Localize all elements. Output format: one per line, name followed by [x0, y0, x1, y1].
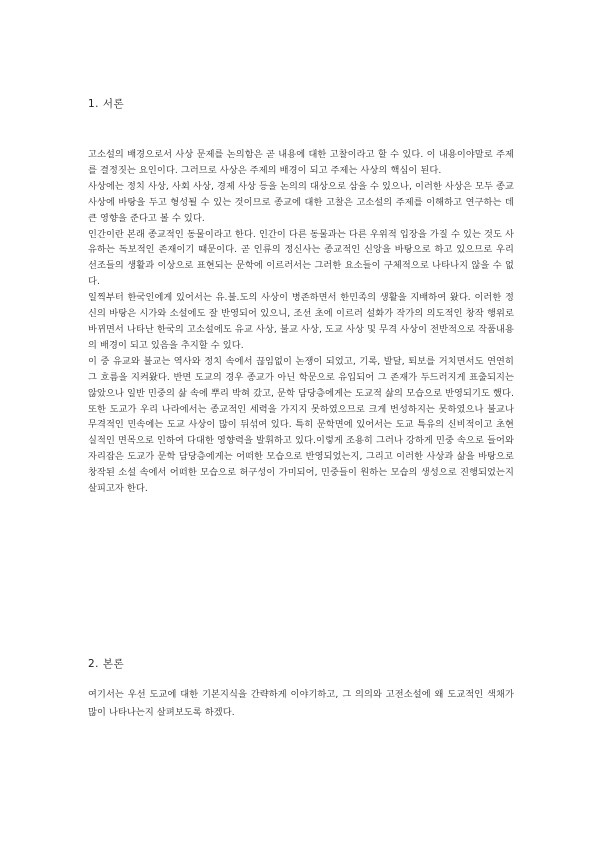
paragraph: 사상에는 정치 사상, 사회 사상, 경제 사상 등을 논의의 대상으로 삼을 수 있으나, 이러한 사상은 모두 종교 사상에 바탕을 두고 형성될 수 있는 것이므로 종교에 대한 고찰은 고소설의 주제를 이해하고 연구하는 데 큰 영향을 준다고 볼 수 있다.	[88, 180, 514, 224]
section-heading-introduction: 1. 서론	[88, 98, 125, 110]
paragraph: 이 중 유교와 불교는 역사와 정치 속에서 끊임없이 논쟁이 되었고, 기록, 발달, 퇴보를 거치면서도 연연히 그 흐름을 지켜왔다. 반면 도교의 경우 종교가 아닌 학문으로 유입되어 그 존재가 두드러지게 표출되지는 않았으나 일반 민중의 삶 속에 뿌리 박혀 갔고, 문학 담당층에게는 도교적 삶의 모습으로 반영되기도 했다. 또한 도교가 우리 나라에서는 종교적인 세력을 가지지 못하였으므로 크게 번성하지는 못하였으나 불교나 무격적인 민속에는 도교 사상이 많이 뒤섞여 있다. 특히 문학면에 있어서는 도교 특유의 신비적이고 초현실적인 면목으로 인하여 다대한 영향력을 발휘하고 있다.이렇게 조용히 그러나 강하게 민중 속으로 들어와 자리잡은 도교가 문학 담당층에게는 어떠한 모습으로 반영되었는지, 그리고 이러한 사상과 삶을 바탕으로 창작된 소설 속에서 어떠한 모습으로 허구성이 가미되어, 민중들이 원하는 모습의 생성으로 진행되었는지 살피고자 한다.	[88, 355, 514, 495]
section-heading-main-body: 2. 본론	[88, 658, 125, 670]
paragraph: 여기서는 우선 도교에 대한 기본지식을 간략하게 이야기하고, 그 의의와 고전소설에 왜 도교적인 색채가 많이 나타나는지 살펴보도록 하겠다.	[88, 689, 514, 718]
main-body-text	[88, 686, 514, 721]
paragraph: 인간이란 본래 종교적인 동물이라고 한다. 인간이 다른 동물과는 다른 우위적 입장을 가질 수 있는 것도 사유하는 독보적인 존재이기 때문이다. 곧 인류의 정신사는 종교적인 신앙을 바탕으로 하고 있으므로 우리 선조들의 생활과 이상으로 표현되는 문학에 이르러서는 그러한 요소들이 구체적으로 나타나지 않을 수 없다.	[88, 228, 514, 288]
introduction-body	[88, 147, 514, 497]
paragraph: 고소설의 배경으로서 사상 문제를 논의함은 곧 내용에 대한 고찰이라고 할 수 있다. 이 내용이야말로 주제를 결정짓는 요인이다. 그러므로 사상은 주제의 배경이 되고 주제는 사상의 핵심이 된다.	[88, 149, 514, 176]
paragraph: 일찍부터 한국인에게 있어서는 유.불.도의 사상이 병존하면서 한민족의 생활을 지배하여 왔다. 이러한 정신의 바탕은 시가와 소설에도 잘 반영되어 있으니, 조선 초에 이르러 설화가 작가의 의도적인 창작 행위로 바뀌면서 나타난 한국의 고소설에도 유교 사상, 불교 사상, 도교 사상 및 무격 사상이 전반적으로 작품내용의 배경이 되고 있음을 추지할 수 있다.	[88, 292, 514, 351]
